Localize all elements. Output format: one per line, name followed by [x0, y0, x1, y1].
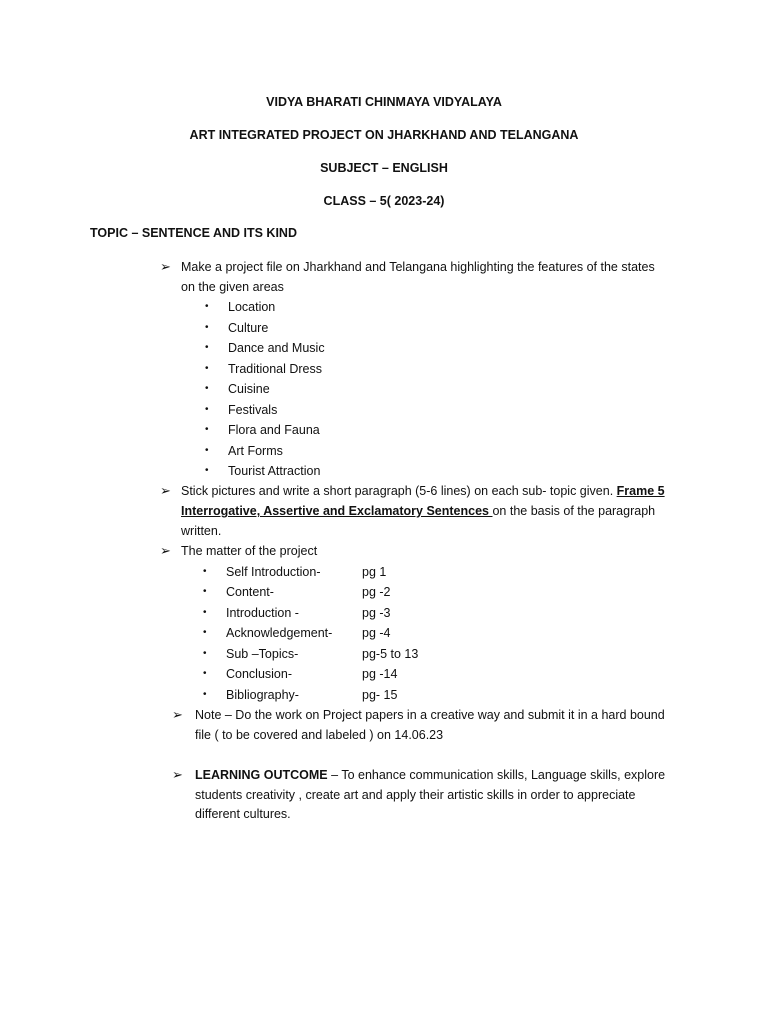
- area-item: Festivals: [228, 403, 278, 417]
- note-line2: file ( to be covered and labeled ) on 14.06.23: [195, 728, 444, 742]
- note-line1: Note – Do the work on Project papers in a creative way and submit it in a hard bound: [195, 708, 665, 722]
- bullet-icon: •: [203, 607, 207, 618]
- point2-line1-emphasis: Frame 5: [616, 484, 665, 498]
- point2-line1-text: Stick pictures and write a short paragraph (5-6 lines) on each sub- topic given.: [181, 484, 617, 498]
- point2-line2-text: on the basis of the paragraph: [492, 504, 656, 518]
- point2-line2: [181, 501, 655, 521]
- point1-line1: Make a project file on Jharkhand and Telangana highlighting the features of the states: [181, 260, 655, 274]
- bullet-icon: •: [203, 627, 207, 638]
- bullet-icon: •: [205, 342, 209, 353]
- area-item: Cuisine: [228, 382, 270, 396]
- area-item: Flora and Fauna: [228, 423, 320, 437]
- area-item: Art Forms: [228, 444, 283, 458]
- learning-outcome-label: LEARNING OUTCOME: [195, 768, 328, 782]
- bullet-icon: •: [205, 322, 209, 333]
- area-item: Location: [228, 300, 276, 314]
- learning-outcome-line2: students creativity , create art and apply their artistic skills in order to appreciate: [195, 788, 636, 802]
- area-item: Traditional Dress: [228, 362, 323, 376]
- bullet-icon: •: [203, 668, 207, 679]
- arrow-bullet-icon: ➢: [160, 483, 171, 498]
- area-item: Tourist Attraction: [228, 464, 321, 478]
- matter-item-page: pg -3: [362, 606, 391, 620]
- matter-item-name: Content-: [226, 585, 274, 599]
- area-item: Culture: [228, 321, 269, 335]
- subject-line: SUBJECT – ENGLISH: [320, 161, 448, 175]
- point2-line2-emphasis: Interrogative, Assertive and Exclamatory Sentences: [181, 504, 493, 518]
- arrow-bullet-icon: ➢: [172, 707, 183, 722]
- class-line: CLASS – 5( 2023-24): [323, 194, 445, 208]
- learning-outcome-line3: different cultures.: [195, 807, 291, 821]
- arrow-bullet-icon: ➢: [160, 543, 171, 558]
- arrow-bullet-icon: ➢: [160, 259, 171, 274]
- learning-outcome-line1: [195, 765, 665, 785]
- bullet-icon: •: [205, 445, 209, 456]
- bullet-icon: •: [205, 404, 209, 415]
- matter-item-name: Introduction -: [226, 606, 299, 620]
- matter-item-page: pg -2: [362, 585, 391, 599]
- topic-heading: TOPIC – SENTENCE AND ITS KIND: [90, 226, 297, 240]
- point3-label: The matter of the project: [181, 544, 318, 558]
- bullet-icon: •: [203, 566, 207, 577]
- matter-item-page: pg 1: [362, 565, 387, 579]
- matter-item-page: pg -4: [362, 626, 391, 640]
- matter-item-page: pg- 15: [362, 688, 398, 702]
- bullet-icon: •: [203, 689, 207, 700]
- bullet-icon: •: [205, 465, 209, 476]
- bullet-icon: •: [205, 383, 209, 394]
- matter-item-page: pg -14: [362, 667, 398, 681]
- project-title: ART INTEGRATED PROJECT ON JHARKHAND AND TELANGANA: [189, 128, 579, 142]
- matter-item-name: Bibliography-: [226, 688, 299, 702]
- matter-item-name: Conclusion-: [226, 667, 293, 681]
- bullet-icon: •: [205, 424, 209, 435]
- matter-item-name: Self Introduction-: [226, 565, 321, 579]
- matter-item-page: pg-5 to 13: [362, 647, 419, 661]
- matter-item-name: Sub –Topics-: [226, 647, 299, 661]
- bullet-icon: •: [203, 648, 207, 659]
- arrow-bullet-icon: ➢: [172, 767, 183, 782]
- point1-line2: on the given areas: [181, 280, 284, 294]
- bullet-icon: •: [203, 586, 207, 597]
- matter-item-name: Acknowledgement-: [226, 626, 333, 640]
- learning-outcome-text: – To enhance communication skills, Language skills, explore: [327, 768, 666, 782]
- area-item: Dance and Music: [228, 341, 325, 355]
- point2-line3: written.: [181, 524, 222, 538]
- bullet-icon: •: [205, 301, 209, 312]
- bullet-icon: •: [205, 363, 209, 374]
- school-name: VIDYA BHARATI CHINMAYA VIDYALAYA: [266, 95, 502, 109]
- point2-line1: [181, 481, 665, 501]
